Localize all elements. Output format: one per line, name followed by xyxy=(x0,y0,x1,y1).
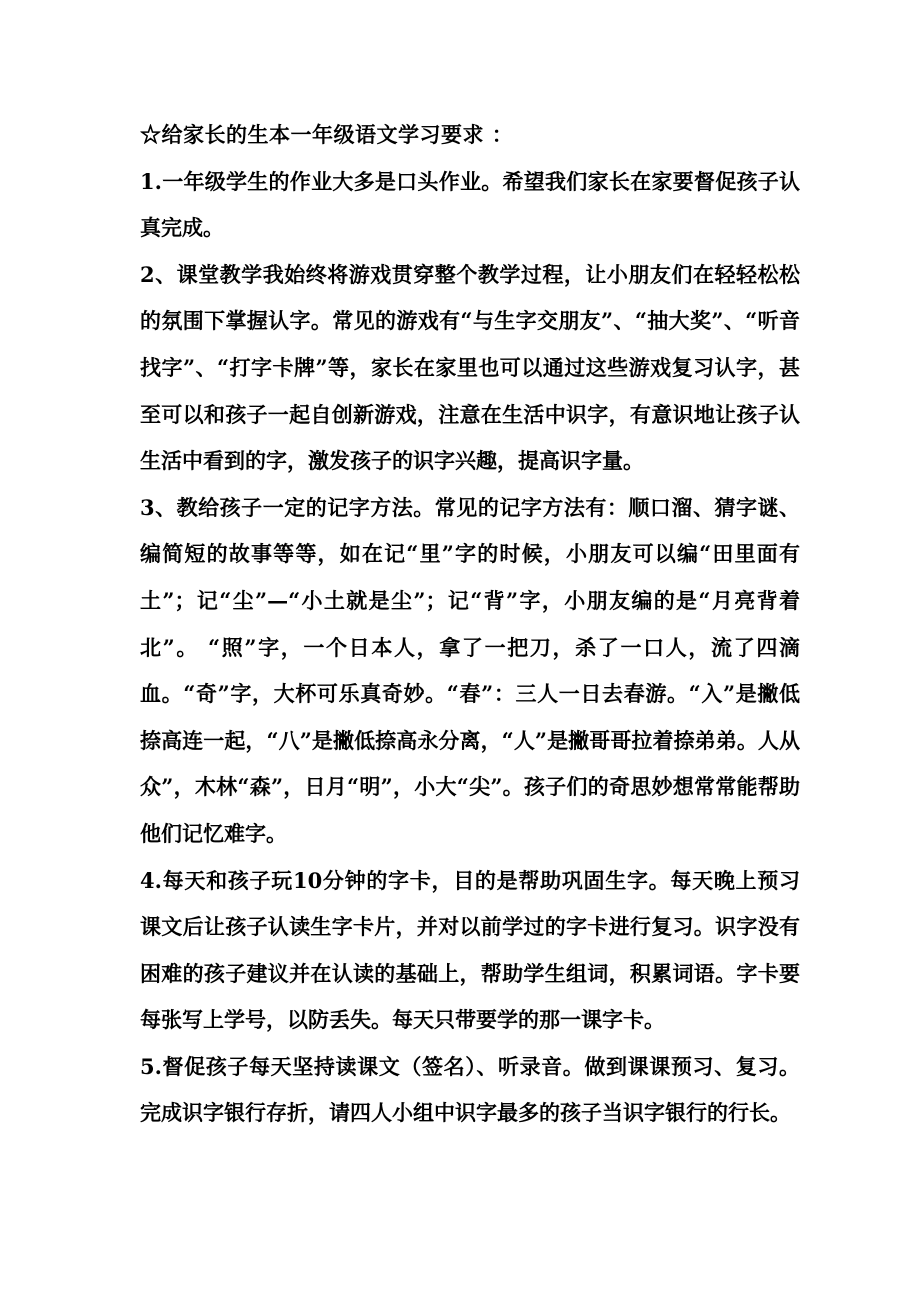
paragraph-2: 2、课堂教学我始终将游戏贯穿整个教学过程，让小朋友们在轻轻松松的氛围下掌握认字。常见的游戏有“与生字交朋友”、“抽大奖”、“听音找字”、“打字卡牌”等，家长在家里也可以通过这些游戏复习认字，甚至可以和孩子一起自创新游戏，注意在生活中识字，有意识地让孩子认生活中看到的字，激发孩子的识字兴趣，提高识字量。 xyxy=(140,261,800,474)
paragraph-3: 3、教给孩子一定的记字方法。常见的记字方法有：顺口溜、猜字谜、编简短的故事等等，如在记“里”字的时候，小朋友可以编“田里面有土”；记“尘”—“小土就是尘”；记“背”字，小朋友编的是“月亮背着北”。 “照”字，一个日本人，拿了一把刀，杀了一口人，流了四滴血。“奇”字，大杯可乐真奇妙。“春”：三人一日去春游。“入”是撇低捺高连一起，“八”是撇低捺高永分离，“人”是撇哥哥拉着捺弟弟。人从众”，木林“森”，日月“明”，小大“尖”。孩子们的奇思妙想常常能帮助他们记忆难字。 xyxy=(140,494,800,846)
document-body xyxy=(140,112,800,1137)
paragraph-1: 1.一年级学生的作业大多是口头作业。希望我们家长在家要督促孩子认真完成。 xyxy=(140,168,800,241)
paragraph-4: 4.每天和孩子玩10分钟的字卡，目的是帮助巩固生字。每天晚上预习课文后让孩子认读生字卡片，并对以前学过的字卡进行复习。识字没有困难的孩子建议并在认读的基础上，帮助学生组词，积累词语。字卡要每张写上学号，以防丢失。每天只带要学的那一课字卡。 xyxy=(140,867,800,1033)
paragraph-5: 5.督促孩子每天坚持读课文（签名）、听录音。做到课课预习、复习。完成识字银行存折，请四人小组中识字最多的孩子当识字银行的行长。 xyxy=(140,1053,800,1126)
document-title: ☆给家长的生本一年级语文学习要求 ： xyxy=(140,122,514,147)
